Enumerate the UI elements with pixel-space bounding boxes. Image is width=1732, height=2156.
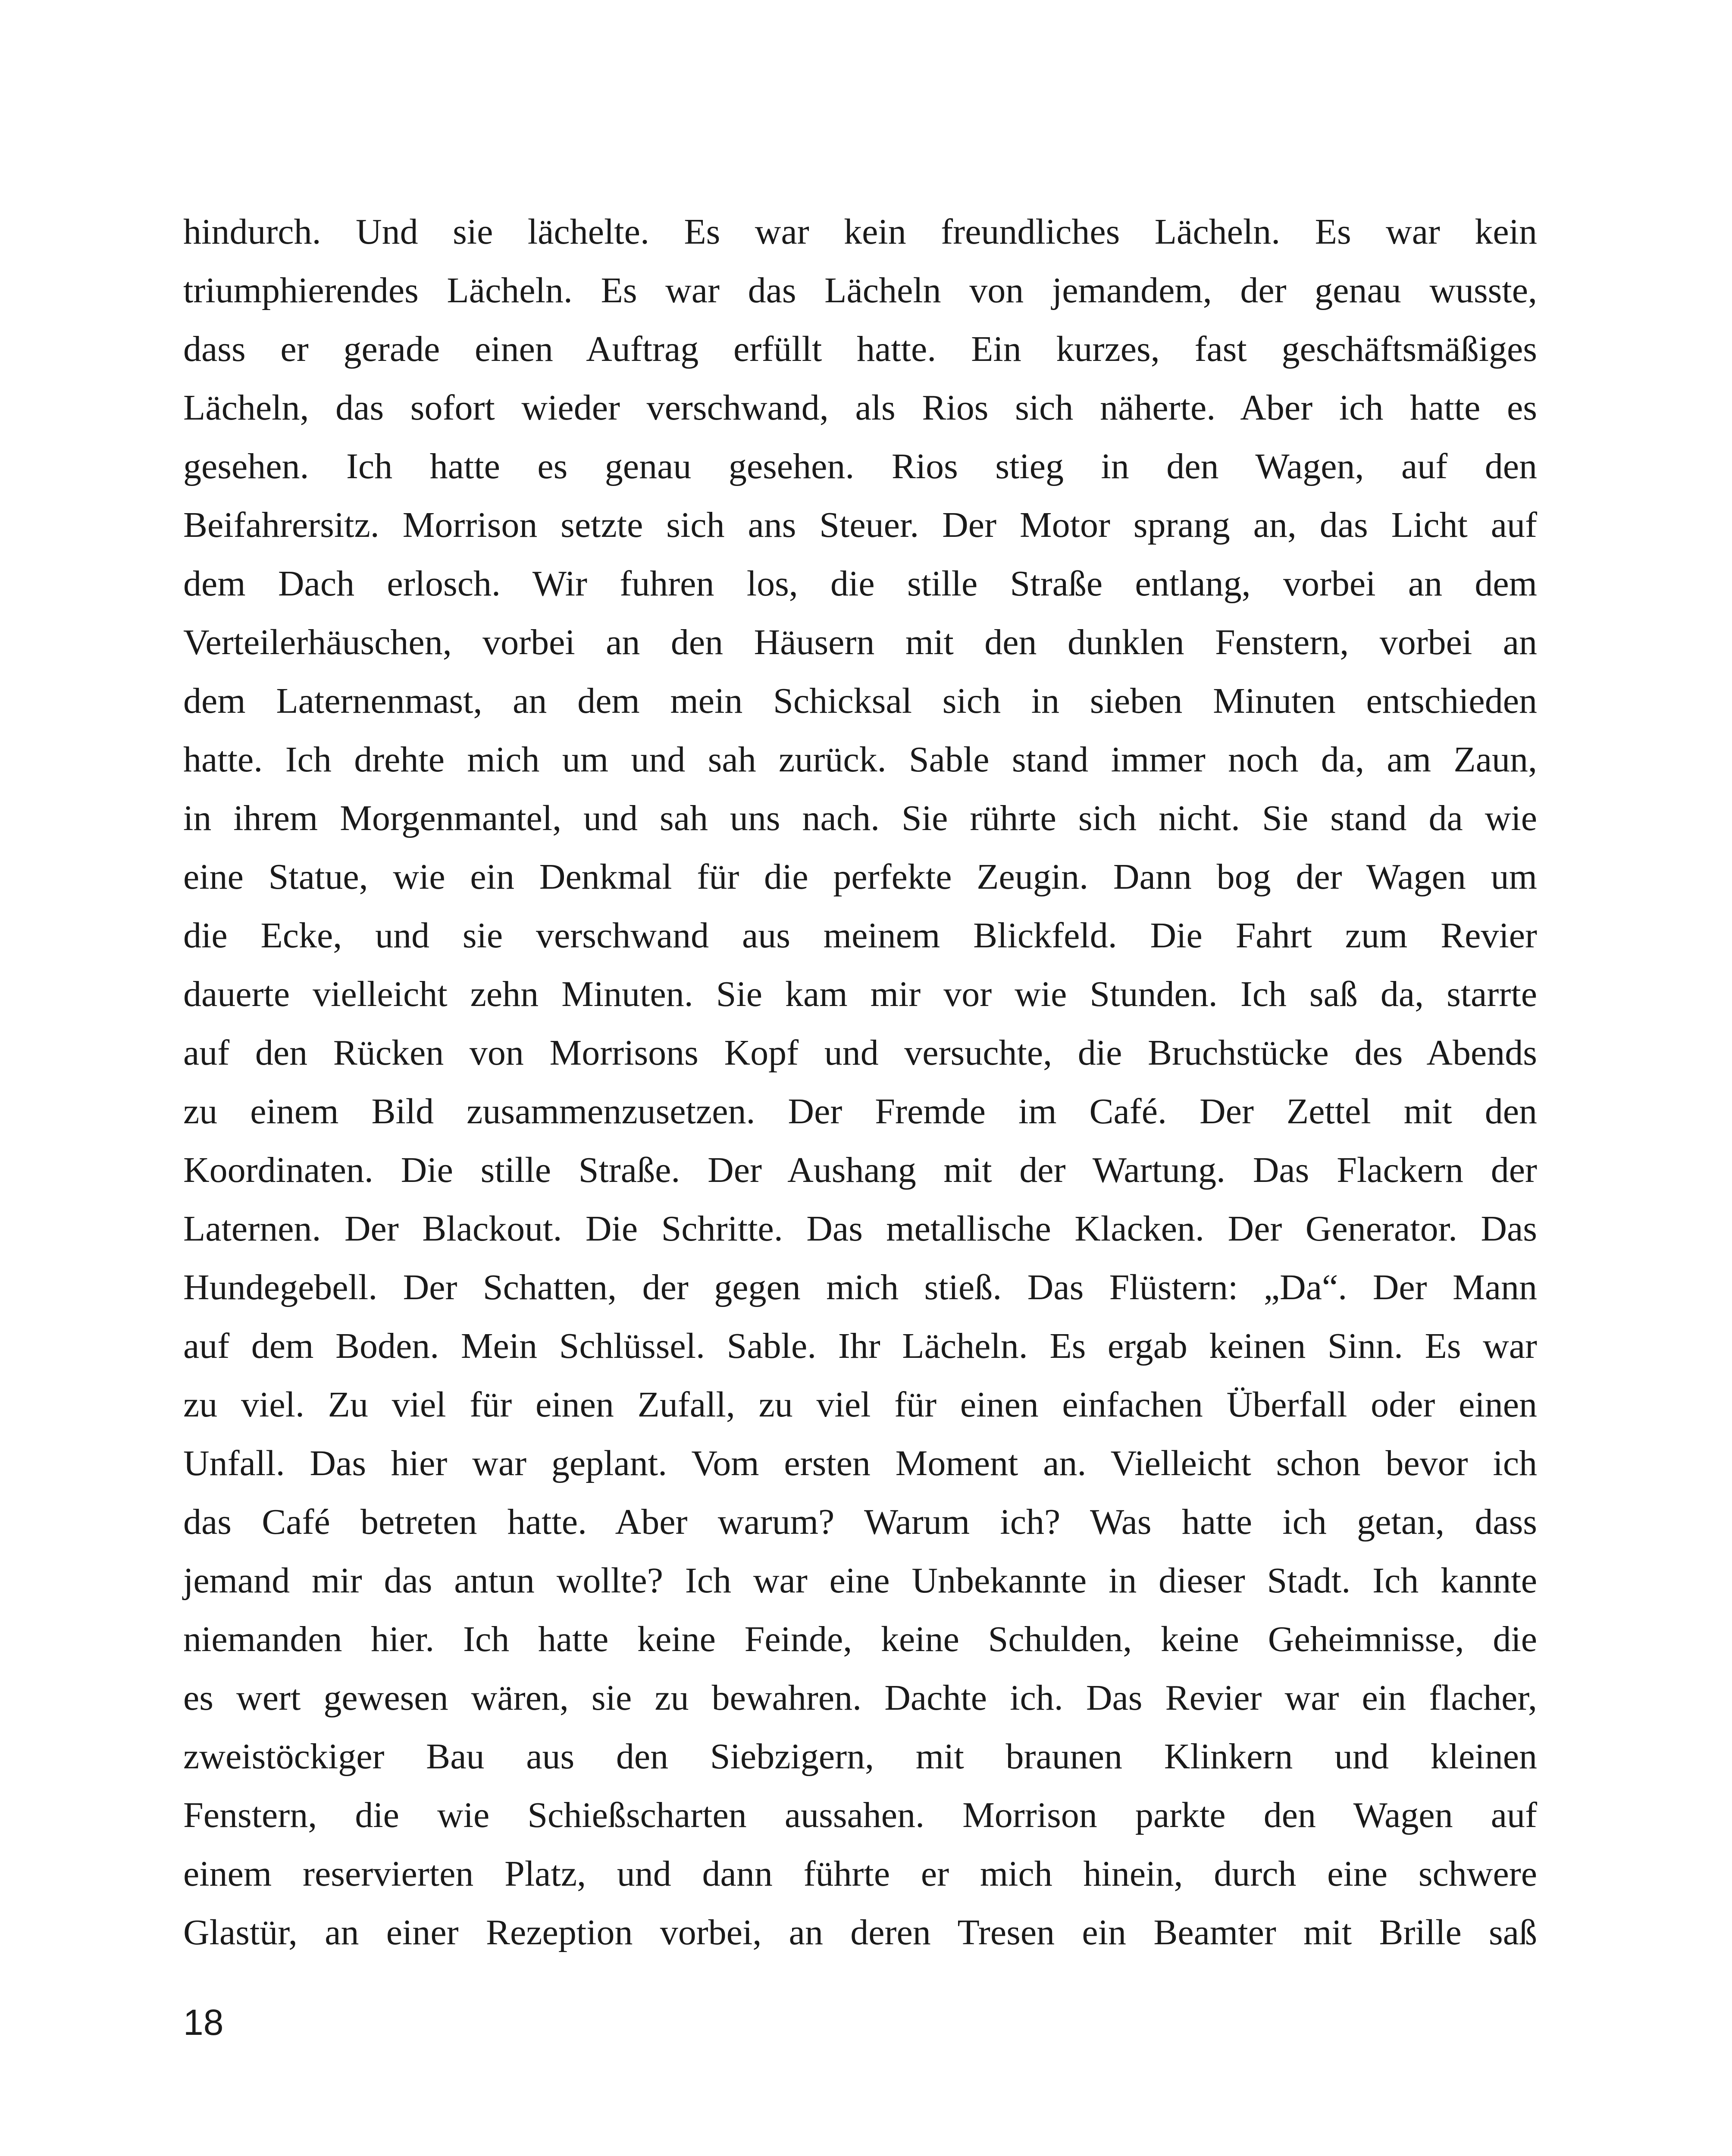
text-line: zu viel. Zu viel für einen Zufall, zu viel für einen einfachen Überfall oder einen <box>183 1385 1537 1425</box>
text-line: auf dem Boden. Mein Schlüssel. Sable. Ihr Lächeln. Es ergab keinen Sinn. Es war <box>183 1326 1537 1366</box>
text-line: jemand mir das antun wollte? Ich war eine Unbekannte in dieser Stadt. Ich kannte <box>183 1561 1537 1601</box>
text-line: Unfall. Das hier war geplant. Vom ersten Moment an. Vielleicht schon bevor ich <box>183 1443 1537 1483</box>
text-line: dem Laternenmast, an dem mein Schicksal sich in sieben Minuten entschieden <box>183 681 1537 721</box>
text-line: zweistöckiger Bau aus den Siebzigern, mit braunen Klinkern und kleinen <box>183 1736 1537 1777</box>
text-line: die Ecke, und sie verschwand aus meinem Blickfeld. Die Fahrt zum Revier <box>183 915 1537 956</box>
text-line: einem reservierten Platz, und dann führte er mich hinein, durch eine schwere <box>183 1854 1537 1894</box>
text-line: Laternen. Der Blackout. Die Schritte. Das metallische Klacken. Der Generator. Das <box>183 1209 1537 1249</box>
text-line: dass er gerade einen Auftrag erfüllt hatte. Ein kurzes, fast geschäftsmäßiges <box>183 329 1537 369</box>
text-line: zu einem Bild zusammenzusetzen. Der Fremde im Café. Der Zettel mit den <box>183 1091 1537 1131</box>
text-line: Beifahrersitz. Morrison setzte sich ans Steuer. Der Motor sprang an, das Licht auf <box>183 505 1537 545</box>
text-line: niemanden hier. Ich hatte keine Feinde, keine Schulden, keine Geheimnisse, die <box>183 1619 1537 1659</box>
text-line: Koordinaten. Die stille Straße. Der Aushang mit der Wartung. Das Flackern der <box>183 1150 1537 1190</box>
text-line: in ihrem Morgenmantel, und sah uns nach. Sie rührte sich nicht. Sie stand da wie <box>183 798 1537 838</box>
text-line: hatte. Ich drehte mich um und sah zurück. Sable stand immer noch da, am Zaun, <box>183 740 1537 780</box>
text-line: das Café betreten hatte. Aber warum? Warum ich? Was hatte ich getan, dass <box>183 1502 1537 1542</box>
body-text <box>183 203 1537 1962</box>
text-line: auf den Rücken von Morrisons Kopf und versuchte, die Bruchstücke des Abends <box>183 1033 1537 1073</box>
text-line: Hundegebell. Der Schatten, der gegen mich stieß. Das Flüstern: „Da“. Der Mann <box>183 1267 1537 1307</box>
text-line: Fenstern, die wie Schießscharten aussahen. Morrison parkte den Wagen auf <box>183 1795 1537 1835</box>
text-line: es wert gewesen wären, sie zu bewahren. Dachte ich. Das Revier war ein flacher, <box>183 1678 1537 1718</box>
text-line: Verteilerhäuschen, vorbei an den Häusern mit den dunklen Fenstern, vorbei an <box>183 622 1537 662</box>
text-line: Glastür, an einer Rezeption vorbei, an deren Tresen ein Beamter mit Brille saß <box>183 1912 1537 1952</box>
text-line: gesehen. Ich hatte es genau gesehen. Rios stieg in den Wagen, auf den <box>183 446 1537 486</box>
page-number: 18 <box>183 2002 224 2043</box>
text-line: triumphierendes Lächeln. Es war das Lächeln von jemandem, der genau wusste, <box>183 270 1537 310</box>
text-line: dem Dach erlosch. Wir fuhren los, die stille Straße entlang, vorbei an dem <box>183 564 1537 604</box>
text-line: dauerte vielleicht zehn Minuten. Sie kam mir vor wie Stunden. Ich saß da, starrte <box>183 974 1537 1014</box>
text-line: Lächeln, das sofort wieder verschwand, als Rios sich näherte. Aber ich hatte es <box>183 388 1537 428</box>
text-line: eine Statue, wie ein Denkmal für die perfekte Zeugin. Dann bog der Wagen um <box>183 857 1537 897</box>
text-line: hindurch. Und sie lächelte. Es war kein freundliches Lächeln. Es war kein <box>183 212 1537 252</box>
